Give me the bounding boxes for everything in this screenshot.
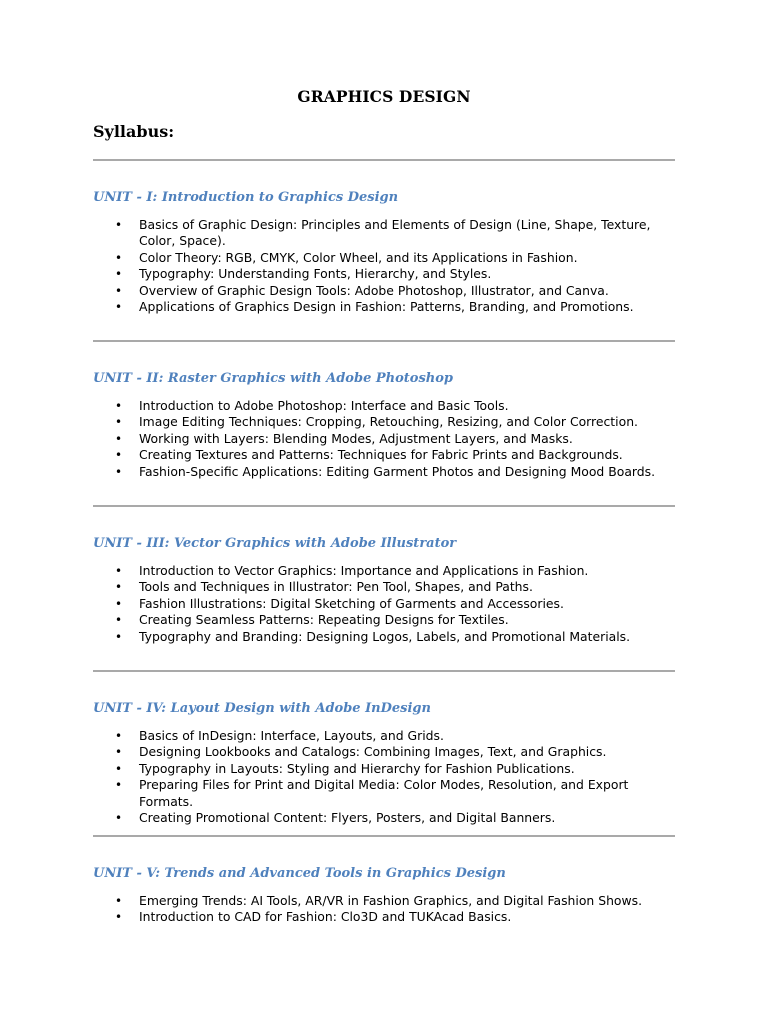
section-divider: [93, 340, 675, 342]
topic-text: Creating Seamless Patterns: Repeating Designs for Textiles.: [139, 612, 509, 628]
syllabus-label: Syllabus:: [93, 122, 175, 141]
list-item: [93, 629, 659, 645]
topic-text: Creating Textures and Patterns: Techniques for Fabric Prints and Backgrounds.: [139, 447, 623, 463]
list-item: [93, 447, 659, 463]
topic-text: Typography in Layouts: Styling and Hierarchy for Fashion Publications.: [139, 760, 575, 776]
bullet-icon: •: [115, 778, 123, 793]
unit-section-1: [93, 189, 675, 315]
topic-text: Introduction to CAD for Fashion: Clo3D and TUKAcad Basics.: [139, 909, 512, 925]
list-item: [93, 744, 659, 760]
unit-section-3: [93, 535, 675, 644]
bullet-icon: •: [115, 761, 123, 776]
list-item: [93, 299, 659, 315]
list-item: [93, 612, 659, 628]
bullet-icon: •: [115, 729, 123, 743]
topic-list: [93, 563, 675, 645]
topic-text: Tools and Techniques in Illustrator: Pen Tool, Shapes, and Paths.: [139, 579, 533, 595]
list-item: [93, 414, 659, 430]
unit-heading: UNIT - V: Trends and Advanced Tools in Graphics Design: [93, 866, 506, 881]
bullet-icon: •: [115, 596, 123, 611]
topic-text: Color Theory: RGB, CMYK, Color Wheel, and its Applications in Fashion.: [139, 249, 578, 265]
bullet-icon: •: [115, 218, 123, 232]
section-divider: [93, 505, 675, 507]
topic-text: Typography: Understanding Fonts, Hierarchy, and Styles.: [139, 266, 492, 282]
bullet-icon: •: [115, 811, 123, 826]
section-divider: [93, 835, 675, 837]
list-item: [93, 283, 659, 299]
bullet-icon: •: [115, 613, 123, 628]
bullet-icon: •: [115, 580, 123, 595]
unit-section-5: [93, 865, 675, 925]
list-item: [93, 431, 659, 447]
topic-text: Designing Lookbooks and Catalogs: Combining Images, Text, and Graphics.: [139, 744, 607, 760]
bullet-icon: •: [115, 431, 123, 446]
bullet-icon: •: [115, 399, 123, 413]
topic-text: Fashion-Specific Applications: Editing Garment Photos and Designing Mood Boards.: [139, 463, 656, 479]
bullet-icon: •: [115, 629, 123, 644]
unit-heading: UNIT - IV: Layout Design with Adobe InDesign: [93, 701, 431, 716]
unit-heading: UNIT - III: Vector Graphics with Adobe Illustrator: [93, 536, 457, 551]
list-item: [93, 250, 659, 266]
topic-text: Typography and Branding: Designing Logos, Labels, and Promotional Materials.: [139, 628, 631, 644]
bullet-icon: •: [115, 564, 123, 578]
list-item: [93, 893, 659, 909]
list-item: [93, 728, 659, 744]
topic-text: Fashion Illustrations: Digital Sketching of Garments and Accessories.: [139, 595, 564, 611]
bullet-icon: •: [115, 745, 123, 760]
bullet-icon: •: [115, 283, 123, 298]
section-divider: [93, 670, 675, 672]
bullet-icon: •: [115, 415, 123, 430]
list-item: [93, 579, 659, 595]
topic-text: Basics of InDesign: Interface, Layouts, and Grids.: [139, 728, 444, 743]
list-item: [93, 761, 659, 777]
list-item: [93, 563, 659, 579]
list-item: [93, 596, 659, 612]
unit-heading: UNIT - I: Introduction to Graphics Design: [93, 190, 399, 205]
list-item: [93, 810, 659, 826]
list-item: [93, 909, 659, 925]
topic-text: Basics of Graphic Design: Principles and Elements of Design (Line, Shape, Texture, Color, Space).: [139, 217, 651, 249]
topic-text: Emerging Trends: AI Tools, AR/VR in Fashion Graphics, and Digital Fashion Shows.: [139, 893, 643, 908]
unit-section-2: [93, 370, 675, 479]
topic-text: Preparing Files for Print and Digital Media: Color Modes, Resolution, and Export Formats.: [139, 777, 629, 809]
topic-text: Working with Layers: Blending Modes, Adjustment Layers, and Masks.: [139, 430, 573, 446]
topic-text: Image Editing Techniques: Cropping, Retouching, Resizing, and Color Correction.: [139, 414, 638, 430]
document-title: GRAPHICS DESIGN: [297, 87, 471, 106]
list-item: [93, 266, 659, 282]
unit-section-4: [93, 700, 675, 826]
bullet-icon: •: [115, 910, 123, 925]
topic-text: Overview of Graphic Design Tools: Adobe Photoshop, Illustrator, and Canva.: [139, 282, 609, 298]
topic-list: [93, 728, 675, 826]
list-item: [93, 777, 659, 810]
bullet-icon: •: [115, 448, 123, 463]
topic-text: Introduction to Vector Graphics: Importance and Applications in Fashion.: [139, 563, 589, 578]
topic-list: [93, 398, 675, 480]
bullet-icon: •: [115, 894, 123, 908]
topic-text: Creating Promotional Content: Flyers, Posters, and Digital Banners.: [139, 810, 556, 826]
section-divider: [93, 159, 675, 161]
list-item: [93, 464, 659, 480]
topic-list: [93, 217, 675, 315]
bullet-icon: •: [115, 300, 123, 315]
bullet-icon: •: [115, 267, 123, 282]
list-item: [93, 217, 659, 250]
unit-heading: UNIT - II: Raster Graphics with Adobe Photoshop: [93, 371, 453, 386]
bullet-icon: •: [115, 250, 123, 265]
bullet-icon: •: [115, 464, 123, 479]
list-item: [93, 398, 659, 414]
topic-list: [93, 893, 675, 926]
topic-text: Applications of Graphics Design in Fashion: Patterns, Branding, and Promotions.: [139, 299, 634, 315]
topic-text: Introduction to Adobe Photoshop: Interface and Basic Tools.: [139, 398, 509, 413]
